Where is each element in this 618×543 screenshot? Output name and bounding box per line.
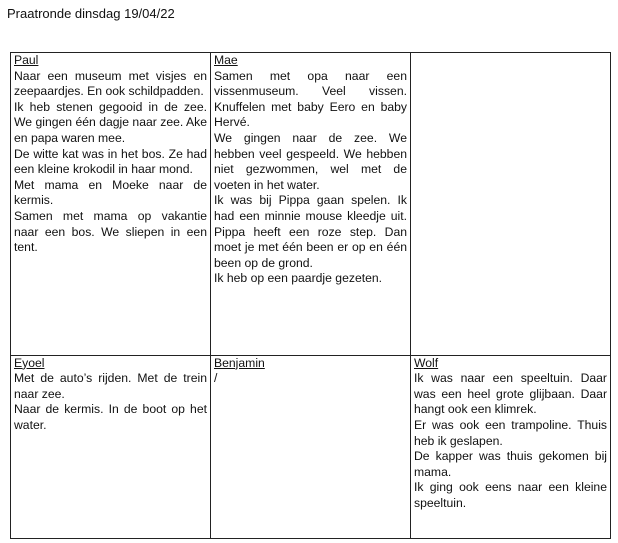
table-cell-empty	[411, 53, 611, 356]
table-row	[11, 355, 611, 538]
cell-paragraph: Naar de kermis. In de boot op het water.	[14, 402, 207, 432]
cell-paragraph: Ik was naar een speeltuin. Daar was een heel grote glijbaan. Daar hangt ook een klimrek.	[414, 371, 607, 417]
cell-paragraph: /	[214, 371, 218, 386]
cell-paragraph: Met de auto’s rijden. Met de trein naar zee.	[14, 371, 207, 401]
child-name: Eyoel	[14, 355, 45, 370]
praatronde-table	[10, 52, 611, 539]
cell-paragraph: Samen met mama op vakantie naar een bos. We sliepen in een tent.	[14, 208, 207, 255]
cell-paragraph: Ik ging ook eens naar een kleine speeltuin.	[414, 480, 607, 510]
table-cell-mae	[211, 53, 411, 356]
child-name: Benjamin	[214, 355, 265, 370]
page-title: Praatronde dinsdag 19/04/22	[7, 6, 175, 21]
child-name: Mae	[214, 53, 238, 67]
table-cell-paul	[11, 53, 211, 356]
table-cell-benjamin	[211, 355, 411, 538]
cell-paragraph: Samen met opa naar een vissenmuseum. Veel vissen. Knuffelen met baby Eero en baby Hervé.	[214, 68, 407, 130]
cell-paragraph: Ik heb op een paardje gezeten.	[214, 271, 383, 286]
table-row	[11, 53, 611, 356]
cell-paragraph: Ik was bij Pippa gaan spelen. Ik had een minnie mouse kleedje uit. Pippa heeft een roze step. Dan moet je met één been er op en één been op de grond.	[214, 193, 407, 270]
child-name: Wolf	[414, 355, 439, 370]
cell-paragraph: Naar een museum met visjes en zeepaardjes. En ook schildpadden.	[14, 68, 207, 99]
cell-paragraph: We gingen naar de zee. We hebben veel gespeeld. We hebben niet gezwommen, wel met de voeten in het water.	[214, 130, 407, 192]
table-cell-eyoel	[11, 355, 211, 538]
cell-paragraph: Er was ook een trampoline. Thuis heb ik geslapen.	[414, 417, 607, 448]
cell-paragraph: De witte kat was in het bos. Ze had een kleine krokodil in haar mond.	[14, 146, 207, 177]
child-name: Paul	[14, 53, 39, 67]
table-cell-wolf	[411, 355, 611, 538]
cell-paragraph: De kapper was thuis gekomen bij mama.	[414, 449, 607, 479]
cell-paragraph: Met mama en Moeke naar de kermis.	[14, 177, 207, 208]
cell-paragraph: Ik heb stenen gegooid in de zee. We gingen één dagje naar zee. Ake en papa waren mee.	[14, 99, 207, 145]
